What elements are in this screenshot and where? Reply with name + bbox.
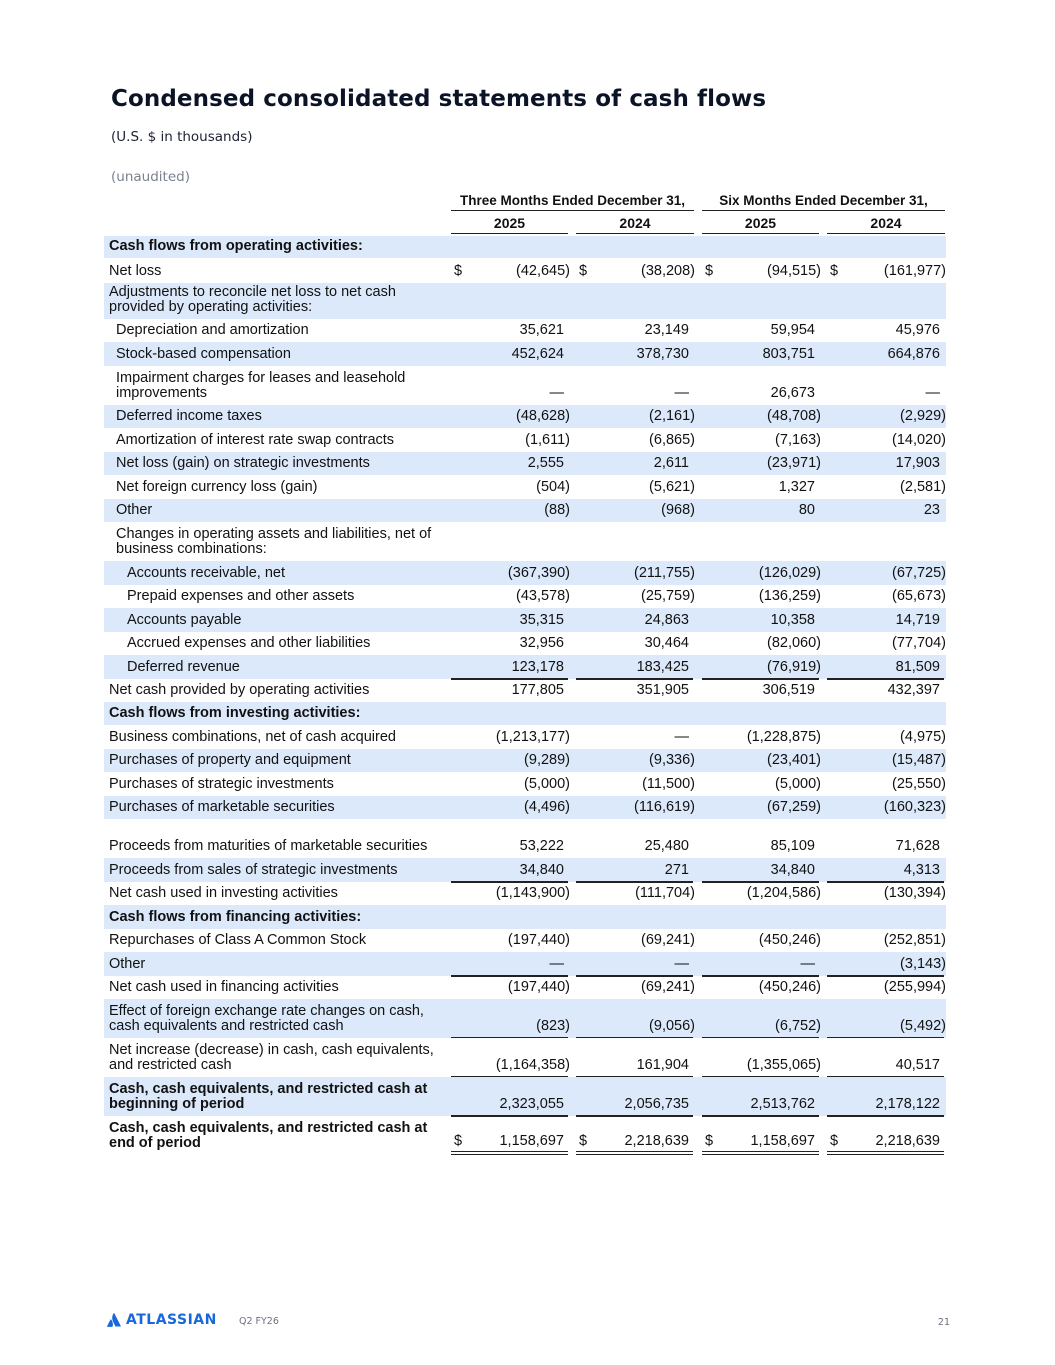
value-cell: 35,315 [519, 612, 564, 628]
value-cell: — [674, 956, 689, 972]
table-row [104, 258, 946, 283]
value-cell: (38,208) [640, 263, 695, 279]
value-cell: (116,619) [634, 799, 695, 815]
value-cell: 664,876 [887, 346, 940, 362]
table-row [104, 428, 946, 452]
value-cell: 177,805 [511, 682, 564, 698]
value-cell: 25,480 [644, 838, 689, 854]
value-cell: (65,673) [891, 588, 946, 604]
three-months-header: Three Months Ended December 31, [451, 193, 694, 211]
table-row [104, 905, 946, 929]
table-row [104, 608, 946, 632]
value-cell: 35,621 [519, 322, 564, 338]
value-cell: (252,851) [883, 932, 946, 948]
row-label: Effect of foreign exchange rate changes on cash, cash equivalents and restricted cash [109, 1003, 424, 1034]
value-cell: (2,929) [900, 408, 946, 424]
row-label: Proceeds from sales of strategic investments [109, 862, 398, 878]
value-cell: (67,259) [766, 799, 821, 815]
value-cell: (211,755) [634, 565, 695, 581]
value-cell: 123,178 [511, 659, 564, 675]
cash-flow-table [104, 190, 946, 1155]
value-cell: 2,218,639 [875, 1133, 940, 1149]
value-cell: (42,645) [515, 263, 570, 279]
currency-symbol: $ [579, 263, 588, 279]
value-cell: (48,628) [515, 408, 570, 424]
row-label: Impairment charges for leases and leasehold improvements [116, 370, 406, 401]
row-label: Purchases of property and equipment [109, 752, 351, 768]
atlassian-mark-icon [107, 1313, 121, 1327]
value-cell: 183,425 [636, 659, 689, 675]
row-label: Other [116, 502, 153, 518]
table-row [104, 283, 946, 319]
table-row [104, 749, 946, 772]
value-cell: 432,397 [887, 682, 940, 698]
table-row [104, 725, 946, 749]
table-row [104, 655, 946, 679]
value-cell: 34,840 [519, 862, 564, 878]
value-cell: 26,673 [770, 385, 815, 401]
value-cell: 306,519 [762, 682, 815, 698]
value-cell: (968) [661, 502, 695, 518]
row-label: Deferred revenue [127, 659, 240, 675]
value-cell: (126,029) [758, 565, 821, 581]
value-cell: (130,394) [883, 885, 946, 901]
row-label: Stock-based compensation [116, 346, 291, 362]
row-label: Accrued expenses and other liabilities [127, 635, 371, 651]
row-label: Net cash provided by operating activities [109, 682, 370, 698]
value-cell: (450,246) [758, 979, 821, 995]
value-cell: (94,515) [766, 263, 821, 279]
value-cell: — [549, 385, 564, 401]
row-label: Cash flows from operating activities: [109, 238, 363, 254]
value-cell: 351,905 [636, 682, 689, 698]
value-cell: 2,056,735 [624, 1096, 689, 1112]
value-cell: 59,954 [770, 322, 815, 338]
value-cell: 2,178,122 [875, 1096, 940, 1112]
value-cell: (43,578) [515, 588, 570, 604]
table-row [104, 366, 946, 405]
table-row [104, 858, 946, 882]
value-cell: (136,259) [758, 588, 821, 604]
value-cell: 23 [923, 502, 940, 518]
value-cell: 10,358 [770, 612, 815, 628]
row-label: Changes in operating assets and liabilities, net of business combinations: [116, 526, 432, 557]
row-label: Accounts payable [127, 612, 242, 628]
value-cell: — [925, 385, 940, 401]
value-cell: (823) [536, 1018, 570, 1034]
table-row [104, 952, 946, 976]
unaudited-note: (unaudited) [111, 169, 190, 185]
value-cell: — [549, 956, 564, 972]
row-label: Net loss [109, 263, 162, 279]
value-cell: (504) [536, 479, 570, 495]
value-cell: (1,164,358) [495, 1057, 570, 1073]
six-months-header: Six Months Ended December 31, [702, 193, 945, 211]
value-cell: (82,060) [766, 635, 821, 651]
value-cell: (25,759) [640, 588, 695, 604]
table-row [104, 1116, 946, 1155]
value-cell: (25,550) [891, 776, 946, 792]
value-cell: (4,975) [900, 729, 946, 745]
value-cell: (9,336) [649, 752, 695, 768]
row-label: Cash, cash equivalents, and restricted cash at beginning of period [109, 1081, 428, 1112]
value-cell: (1,611) [525, 432, 570, 448]
value-cell: (67,725) [891, 565, 946, 581]
row-label: Purchases of marketable securities [109, 799, 335, 815]
value-cell: 452,624 [511, 346, 564, 362]
row-label: Proceeds from maturities of marketable securities [109, 838, 428, 854]
value-cell: 71,628 [895, 838, 940, 854]
table-row [104, 819, 946, 858]
brand-name: ATLASSIAN [126, 1312, 217, 1328]
table-row [104, 319, 946, 342]
value-cell: 2,323,055 [499, 1096, 564, 1112]
value-cell: 1,158,697 [750, 1133, 815, 1149]
row-label: Depreciation and amortization [116, 322, 309, 338]
value-cell: (367,390) [507, 565, 570, 581]
value-cell: 34,840 [770, 862, 815, 878]
table-row [104, 499, 946, 522]
atlassian-logo [107, 1312, 217, 1328]
value-cell: (88) [544, 502, 570, 518]
value-cell: — [674, 385, 689, 401]
table-row [104, 585, 946, 608]
table-row [104, 796, 946, 819]
row-label: Net increase (decrease) in cash, cash equivalents, and restricted cash [109, 1042, 434, 1073]
year-header: 2024 [827, 215, 945, 234]
value-cell: 14,719 [895, 612, 940, 628]
table-row [104, 929, 946, 952]
page-number: 21 [937, 1317, 950, 1328]
value-cell: (5,000) [524, 776, 570, 792]
table-row [104, 522, 946, 561]
year-header: 2024 [576, 215, 694, 234]
value-cell: (197,440) [507, 932, 570, 948]
units-note: (U.S. $ in thousands) [111, 129, 253, 145]
value-cell: 2,611 [653, 455, 689, 471]
value-cell: (5,000) [775, 776, 821, 792]
value-cell: 803,751 [762, 346, 815, 362]
currency-symbol: $ [579, 1133, 588, 1149]
value-cell: 161,904 [636, 1057, 689, 1073]
value-cell: — [800, 956, 815, 972]
year-header: 2025 [451, 215, 568, 234]
row-label: Net cash used in financing activities [109, 979, 339, 995]
value-cell: (48,708) [766, 408, 821, 424]
value-cell: (6,865) [649, 432, 695, 448]
value-cell: 45,976 [895, 322, 940, 338]
table-row [104, 1077, 946, 1116]
row-label: Accounts receivable, net [127, 565, 285, 581]
value-cell: 17,903 [895, 455, 940, 471]
value-cell: — [674, 729, 689, 745]
currency-symbol: $ [830, 1133, 839, 1149]
value-cell: (111,704) [635, 885, 695, 901]
value-cell: 32,956 [519, 635, 564, 651]
value-cell: (1,228,875) [746, 729, 821, 745]
table-row [104, 999, 946, 1038]
value-cell: 23,149 [644, 322, 689, 338]
value-cell: 1,158,697 [499, 1133, 564, 1149]
year-header: 2025 [702, 215, 819, 234]
value-cell: (9,056) [649, 1018, 695, 1034]
value-cell: (11,500) [642, 776, 695, 792]
value-cell: (2,161) [649, 408, 695, 424]
year-header-row [104, 212, 946, 236]
table-row [104, 342, 946, 366]
value-cell: 30,464 [644, 635, 689, 651]
value-cell: 4,313 [903, 862, 940, 878]
value-cell: 378,730 [636, 346, 689, 362]
value-cell: (161,977) [883, 263, 946, 279]
row-label: Adjustments to reconcile net loss to net cash provided by operating activities: [109, 284, 396, 315]
row-label: Amortization of interest rate swap contracts [116, 432, 395, 448]
value-cell: 85,109 [770, 838, 815, 854]
value-cell: (7,163) [775, 432, 821, 448]
value-cell: (23,401) [766, 752, 821, 768]
row-label: Net cash used in investing activities [109, 885, 338, 901]
value-cell: (450,246) [758, 932, 821, 948]
value-cell: (1,143,900) [495, 885, 570, 901]
row-label: Other [109, 956, 146, 972]
value-cell: (3,143) [900, 956, 946, 972]
value-cell: (5,492) [900, 1018, 946, 1034]
row-label: Cash flows from financing activities: [109, 909, 362, 925]
value-cell: 81,509 [895, 659, 940, 675]
value-cell: (160,323) [883, 799, 946, 815]
row-label: Purchases of strategic investments [109, 776, 334, 792]
currency-symbol: $ [454, 1133, 463, 1149]
row-label: Net foreign currency loss (gain) [116, 479, 318, 495]
table-row [104, 561, 946, 585]
currency-symbol: $ [830, 263, 839, 279]
value-cell: 2,555 [527, 455, 564, 471]
currency-symbol: $ [705, 1133, 714, 1149]
value-cell: (1,213,177) [495, 729, 570, 745]
value-cell: (15,487) [891, 752, 946, 768]
table-row [104, 882, 946, 905]
table-row [104, 452, 946, 475]
table-row [104, 702, 946, 725]
value-cell: 271 [664, 862, 689, 878]
value-cell: (23,971) [766, 455, 821, 471]
page-title: Condensed consolidated statements of cash flows [111, 86, 767, 112]
value-cell: (9,289) [524, 752, 570, 768]
table-row [104, 632, 946, 655]
value-cell: (76,919) [766, 659, 821, 675]
value-cell: 1,327 [778, 479, 815, 495]
row-label: Repurchases of Class A Common Stock [109, 932, 367, 948]
value-cell: (1,355,065) [746, 1057, 821, 1073]
value-cell: (5,621) [649, 479, 695, 495]
table-row [104, 405, 946, 428]
value-cell: 2,513,762 [750, 1096, 815, 1112]
table-row [104, 475, 946, 499]
row-label: Cash flows from investing activities: [109, 705, 361, 721]
row-label: Prepaid expenses and other assets [127, 588, 355, 604]
value-cell: (2,581) [900, 479, 946, 495]
row-label: Cash, cash equivalents, and restricted cash at end of period [109, 1120, 428, 1151]
table-row [104, 772, 946, 796]
value-cell: (69,241) [640, 932, 695, 948]
value-cell: (197,440) [507, 979, 570, 995]
period-header-row [104, 190, 946, 212]
table-row [104, 1038, 946, 1077]
currency-symbol: $ [705, 263, 714, 279]
value-cell: 2,218,639 [624, 1133, 689, 1149]
table-row [104, 236, 946, 258]
table-row [104, 976, 946, 999]
value-cell: 53,222 [519, 838, 564, 854]
value-cell: 80 [798, 502, 815, 518]
value-cell: 40,517 [895, 1057, 940, 1073]
row-label: Net loss (gain) on strategic investments [116, 455, 370, 471]
currency-symbol: $ [454, 263, 463, 279]
value-cell: (14,020) [891, 432, 946, 448]
value-cell: (69,241) [640, 979, 695, 995]
table-body [104, 236, 946, 1155]
value-cell: (6,752) [775, 1018, 821, 1034]
value-cell: (255,994) [883, 979, 946, 995]
value-cell: (1,204,586) [746, 885, 821, 901]
footer-period: Q2 FY26 [239, 1316, 279, 1327]
value-cell: 24,863 [644, 612, 689, 628]
value-cell: (77,704) [891, 635, 946, 651]
row-label: Business combinations, net of cash acquired [109, 729, 396, 745]
table-row [104, 679, 946, 702]
row-label: Deferred income taxes [116, 408, 262, 424]
value-cell: (4,496) [524, 799, 570, 815]
